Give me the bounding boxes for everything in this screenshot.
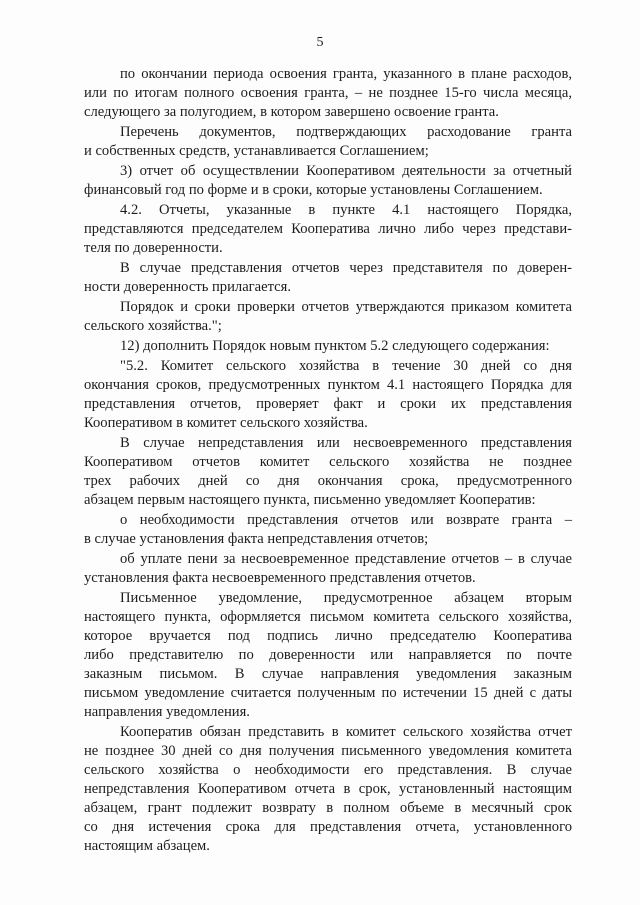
text-line: Кооперативом отчетов комитет сельского хозяйства не позднее [84,454,572,470]
text-line: которое вручается под подпись лично председателю Кооператива [84,628,572,644]
paragraph [84,337,572,356]
text-line: В случае непредставления или несвоевременного представления [120,435,572,451]
text-line: "5.2. Комитет сельского хозяйства в течение 30 дней со дня [120,358,572,374]
paragraph [84,123,572,161]
text-line: настоящим абзацем. [84,838,210,854]
text-line: о необходимости представления отчетов или возврате гранта – [120,512,572,528]
text-line: трех рабочих дней со дня окончания срока, предусмотренного [84,473,572,489]
text-line: Кооперативом в комитет сельского хозяйства. [84,415,368,431]
paragraph [84,259,572,297]
paragraph [84,511,572,549]
paragraph [84,298,572,336]
text-line: Перечень документов, подтверждающих расходование гранта [120,124,572,140]
text-line: следующего за полугодием, в котором завершено освоение гранта. [84,104,499,120]
text-line: абзацем, грант подлежит возврату в полном объеме в месячный срок [84,800,572,816]
text-line: 4.2. Отчеты, указанные в пункте 4.1 настоящего Порядка, [120,202,572,218]
paragraph [84,434,572,510]
text-line: представляются председателем Кооператива лично либо через представи- [84,221,572,237]
text-line: письмом уведомление считается полученным по истечении 15 дней с даты [84,685,572,701]
paragraph [84,162,572,200]
text-line: об уплате пени за несвоевременное представление отчетов – в случае [120,551,572,567]
paragraph [84,550,572,588]
text-line: не позднее 30 дней со дня получения письменного уведомления комитета [84,743,572,759]
text-line: сельского хозяйства о необходимости его представления. В случае [84,762,572,778]
text-line: непредставления Кооперативом отчета в срок, установленный настоящим [84,781,572,797]
text-line: окончания сроков, предусмотренных пунктом 4.1 настоящего Порядка для [84,377,572,393]
text-line: 12) дополнить Порядок новым пунктом 5.2 следующего содержания: [120,338,550,354]
paragraph [84,723,572,856]
text-line: представления отчетов, проверяет факт и сроки их представления [84,396,572,412]
text-line: заказным письмом. В случае направления уведомления заказным [84,666,572,682]
paragraph [84,201,572,258]
text-line: и собственных средств, устанавливается Соглашением; [84,143,429,159]
text-line: Кооператив обязан представить в комитет сельского хозяйства отчет [120,724,572,740]
text-line: 3) отчет об осуществлении Кооперативом деятельности за отчетный [120,163,572,179]
text-line: или по итогам полного освоения гранта, – не позднее 15-го числа месяца, [84,85,572,101]
text-line: настоящего пункта, оформляется письмом комитета сельского хозяйства, [84,609,572,625]
text-line: по окончании периода освоения гранта, указанного в плане расходов, [120,66,572,82]
text-line: со дня истечения срока для представления отчета, установленного [84,819,572,835]
page-number: 5 [316,35,324,50]
text-line: ности доверенность прилагается. [84,279,292,295]
text-line: финансовый год по форме и в сроки, которые установлены Соглашением. [84,182,543,198]
text-line: Порядок и сроки проверки отчетов утверждаются приказом комитета [120,299,572,315]
paragraph [84,65,572,122]
text-line: Письменное уведомление, предусмотренное абзацем вторым [120,590,572,606]
text-line: сельского хозяйства."; [84,318,222,334]
document-body [84,65,572,857]
paragraph [84,589,572,722]
text-line: абзацем первым настоящего пункта, письменно уведомляет Кооператив: [84,492,536,508]
paragraph [84,357,572,433]
text-line: В случае представления отчетов через представителя по доверен- [120,260,572,276]
text-line: в случае установления факта непредставления отчетов; [84,531,429,547]
text-line: теля по доверенности. [84,240,223,256]
text-line: направления уведомления. [84,704,250,720]
text-line: либо представителю по доверенности или направляется по почте [84,647,572,663]
text-line: установления факта несвоевременного представления отчетов. [84,570,476,586]
